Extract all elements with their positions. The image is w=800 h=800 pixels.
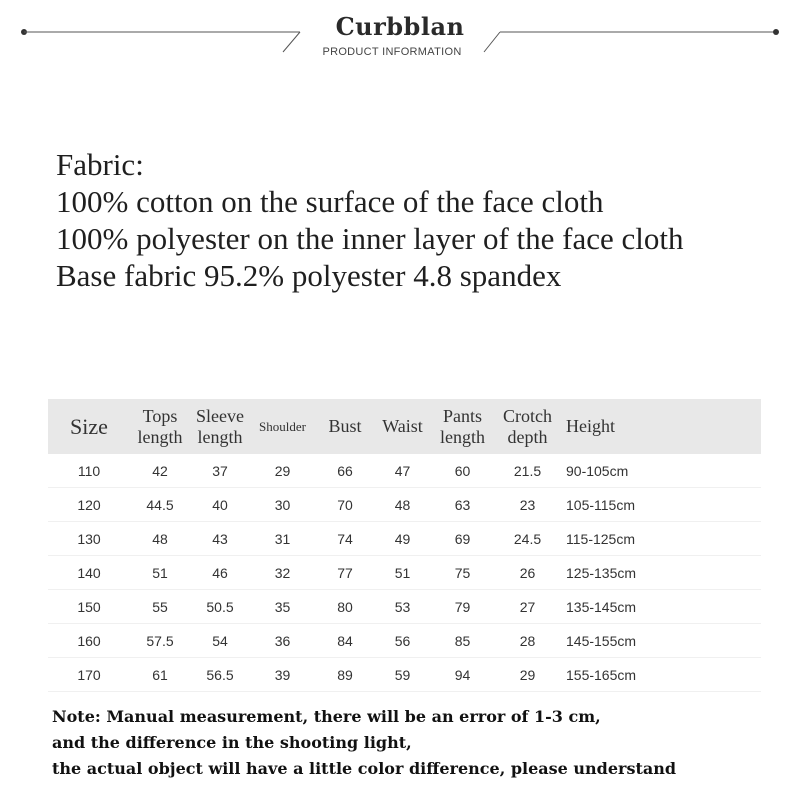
cell-sleeve-length: 56.5 (190, 658, 250, 692)
cell-waist: 53 (375, 590, 430, 624)
cell-size: 110 (48, 454, 130, 488)
table-row (48, 624, 761, 658)
fabric-info (56, 146, 786, 294)
cell-shoulder: 32 (250, 556, 315, 590)
cell-shoulder: 35 (250, 590, 315, 624)
header-waist: Waist (375, 399, 430, 454)
cell-waist: 51 (375, 556, 430, 590)
header (0, 0, 800, 80)
cell-waist: 49 (375, 522, 430, 556)
cell-pants-length: 60 (430, 454, 495, 488)
note-line: and the difference in the shooting light, (52, 733, 412, 752)
cell-tops-length: 57.5 (130, 624, 190, 658)
cell-size: 150 (48, 590, 130, 624)
header-sleeve-length: Sleeve length (190, 399, 250, 454)
cell-tops-length: 44.5 (130, 488, 190, 522)
table-row (48, 488, 761, 522)
cell-bust: 84 (315, 624, 375, 658)
cell-height: 135-145cm (560, 590, 761, 624)
header-pants-length: Pants length (430, 399, 495, 454)
cell-height: 155-165cm (560, 658, 761, 692)
cell-height: 115-125cm (560, 522, 761, 556)
cell-size: 160 (48, 624, 130, 658)
table-row (48, 658, 761, 692)
table-row (48, 556, 761, 590)
brand-subtitle: PRODUCT INFORMATION (322, 46, 462, 58)
cell-sleeve-length: 43 (190, 522, 250, 556)
table-row (48, 522, 761, 556)
header-height: Height (560, 399, 761, 454)
cell-crotch-depth: 21.5 (495, 454, 560, 488)
size-table (48, 399, 761, 692)
cell-sleeve-length: 46 (190, 556, 250, 590)
cell-pants-length: 69 (430, 522, 495, 556)
cell-size: 120 (48, 488, 130, 522)
note-line: the actual object will have a little color difference, please understand (52, 759, 677, 778)
cell-pants-length: 85 (430, 624, 495, 658)
table-header-row (48, 399, 761, 454)
cell-shoulder: 30 (250, 488, 315, 522)
cell-tops-length: 42 (130, 454, 190, 488)
cell-crotch-depth: 23 (495, 488, 560, 522)
cell-shoulder: 36 (250, 624, 315, 658)
cell-pants-length: 63 (430, 488, 495, 522)
header-tops-length: Tops length (130, 399, 190, 454)
cell-tops-length: 48 (130, 522, 190, 556)
cell-size: 140 (48, 556, 130, 590)
cell-sleeve-length: 37 (190, 454, 250, 488)
cell-crotch-depth: 24.5 (495, 522, 560, 556)
cell-waist: 47 (375, 454, 430, 488)
fabric-line: Base fabric 95.2% polyester 4.8 spandex (56, 258, 562, 293)
cell-waist: 59 (375, 658, 430, 692)
cell-tops-length: 51 (130, 556, 190, 590)
cell-size: 170 (48, 658, 130, 692)
cell-tops-length: 55 (130, 590, 190, 624)
cell-height: 145-155cm (560, 624, 761, 658)
cell-crotch-depth: 28 (495, 624, 560, 658)
cell-pants-length: 79 (430, 590, 495, 624)
note-line: Note: Manual measurement, there will be an error of 1-3 cm, (52, 707, 601, 726)
table-row (48, 590, 761, 624)
cell-height: 125-135cm (560, 556, 761, 590)
cell-crotch-depth: 29 (495, 658, 560, 692)
cell-pants-length: 75 (430, 556, 495, 590)
cell-shoulder: 31 (250, 522, 315, 556)
header-size: Size (48, 399, 130, 454)
cell-pants-length: 94 (430, 658, 495, 692)
cell-bust: 80 (315, 590, 375, 624)
cell-waist: 48 (375, 488, 430, 522)
cell-sleeve-length: 40 (190, 488, 250, 522)
fabric-line: 100% cotton on the surface of the face cloth (56, 184, 604, 219)
cell-size: 130 (48, 522, 130, 556)
cell-shoulder: 39 (250, 658, 315, 692)
cell-bust: 66 (315, 454, 375, 488)
fabric-title: Fabric: (56, 147, 144, 182)
cell-waist: 56 (375, 624, 430, 658)
cell-bust: 89 (315, 658, 375, 692)
cell-shoulder: 29 (250, 454, 315, 488)
cell-height: 105-115cm (560, 488, 761, 522)
note (52, 704, 792, 782)
cell-sleeve-length: 50.5 (190, 590, 250, 624)
fabric-line: 100% polyester on the inner layer of the face cloth (56, 221, 684, 256)
header-crotch-depth: Crotch depth (495, 399, 560, 454)
cell-tops-length: 61 (130, 658, 190, 692)
brand-title: Curbblan (335, 12, 465, 41)
table-row (48, 454, 761, 488)
header-bust: Bust (315, 399, 375, 454)
cell-bust: 70 (315, 488, 375, 522)
cell-crotch-depth: 27 (495, 590, 560, 624)
cell-sleeve-length: 54 (190, 624, 250, 658)
cell-bust: 74 (315, 522, 375, 556)
cell-bust: 77 (315, 556, 375, 590)
cell-height: 90-105cm (560, 454, 761, 488)
header-shoulder: Shoulder (250, 399, 315, 454)
cell-crotch-depth: 26 (495, 556, 560, 590)
